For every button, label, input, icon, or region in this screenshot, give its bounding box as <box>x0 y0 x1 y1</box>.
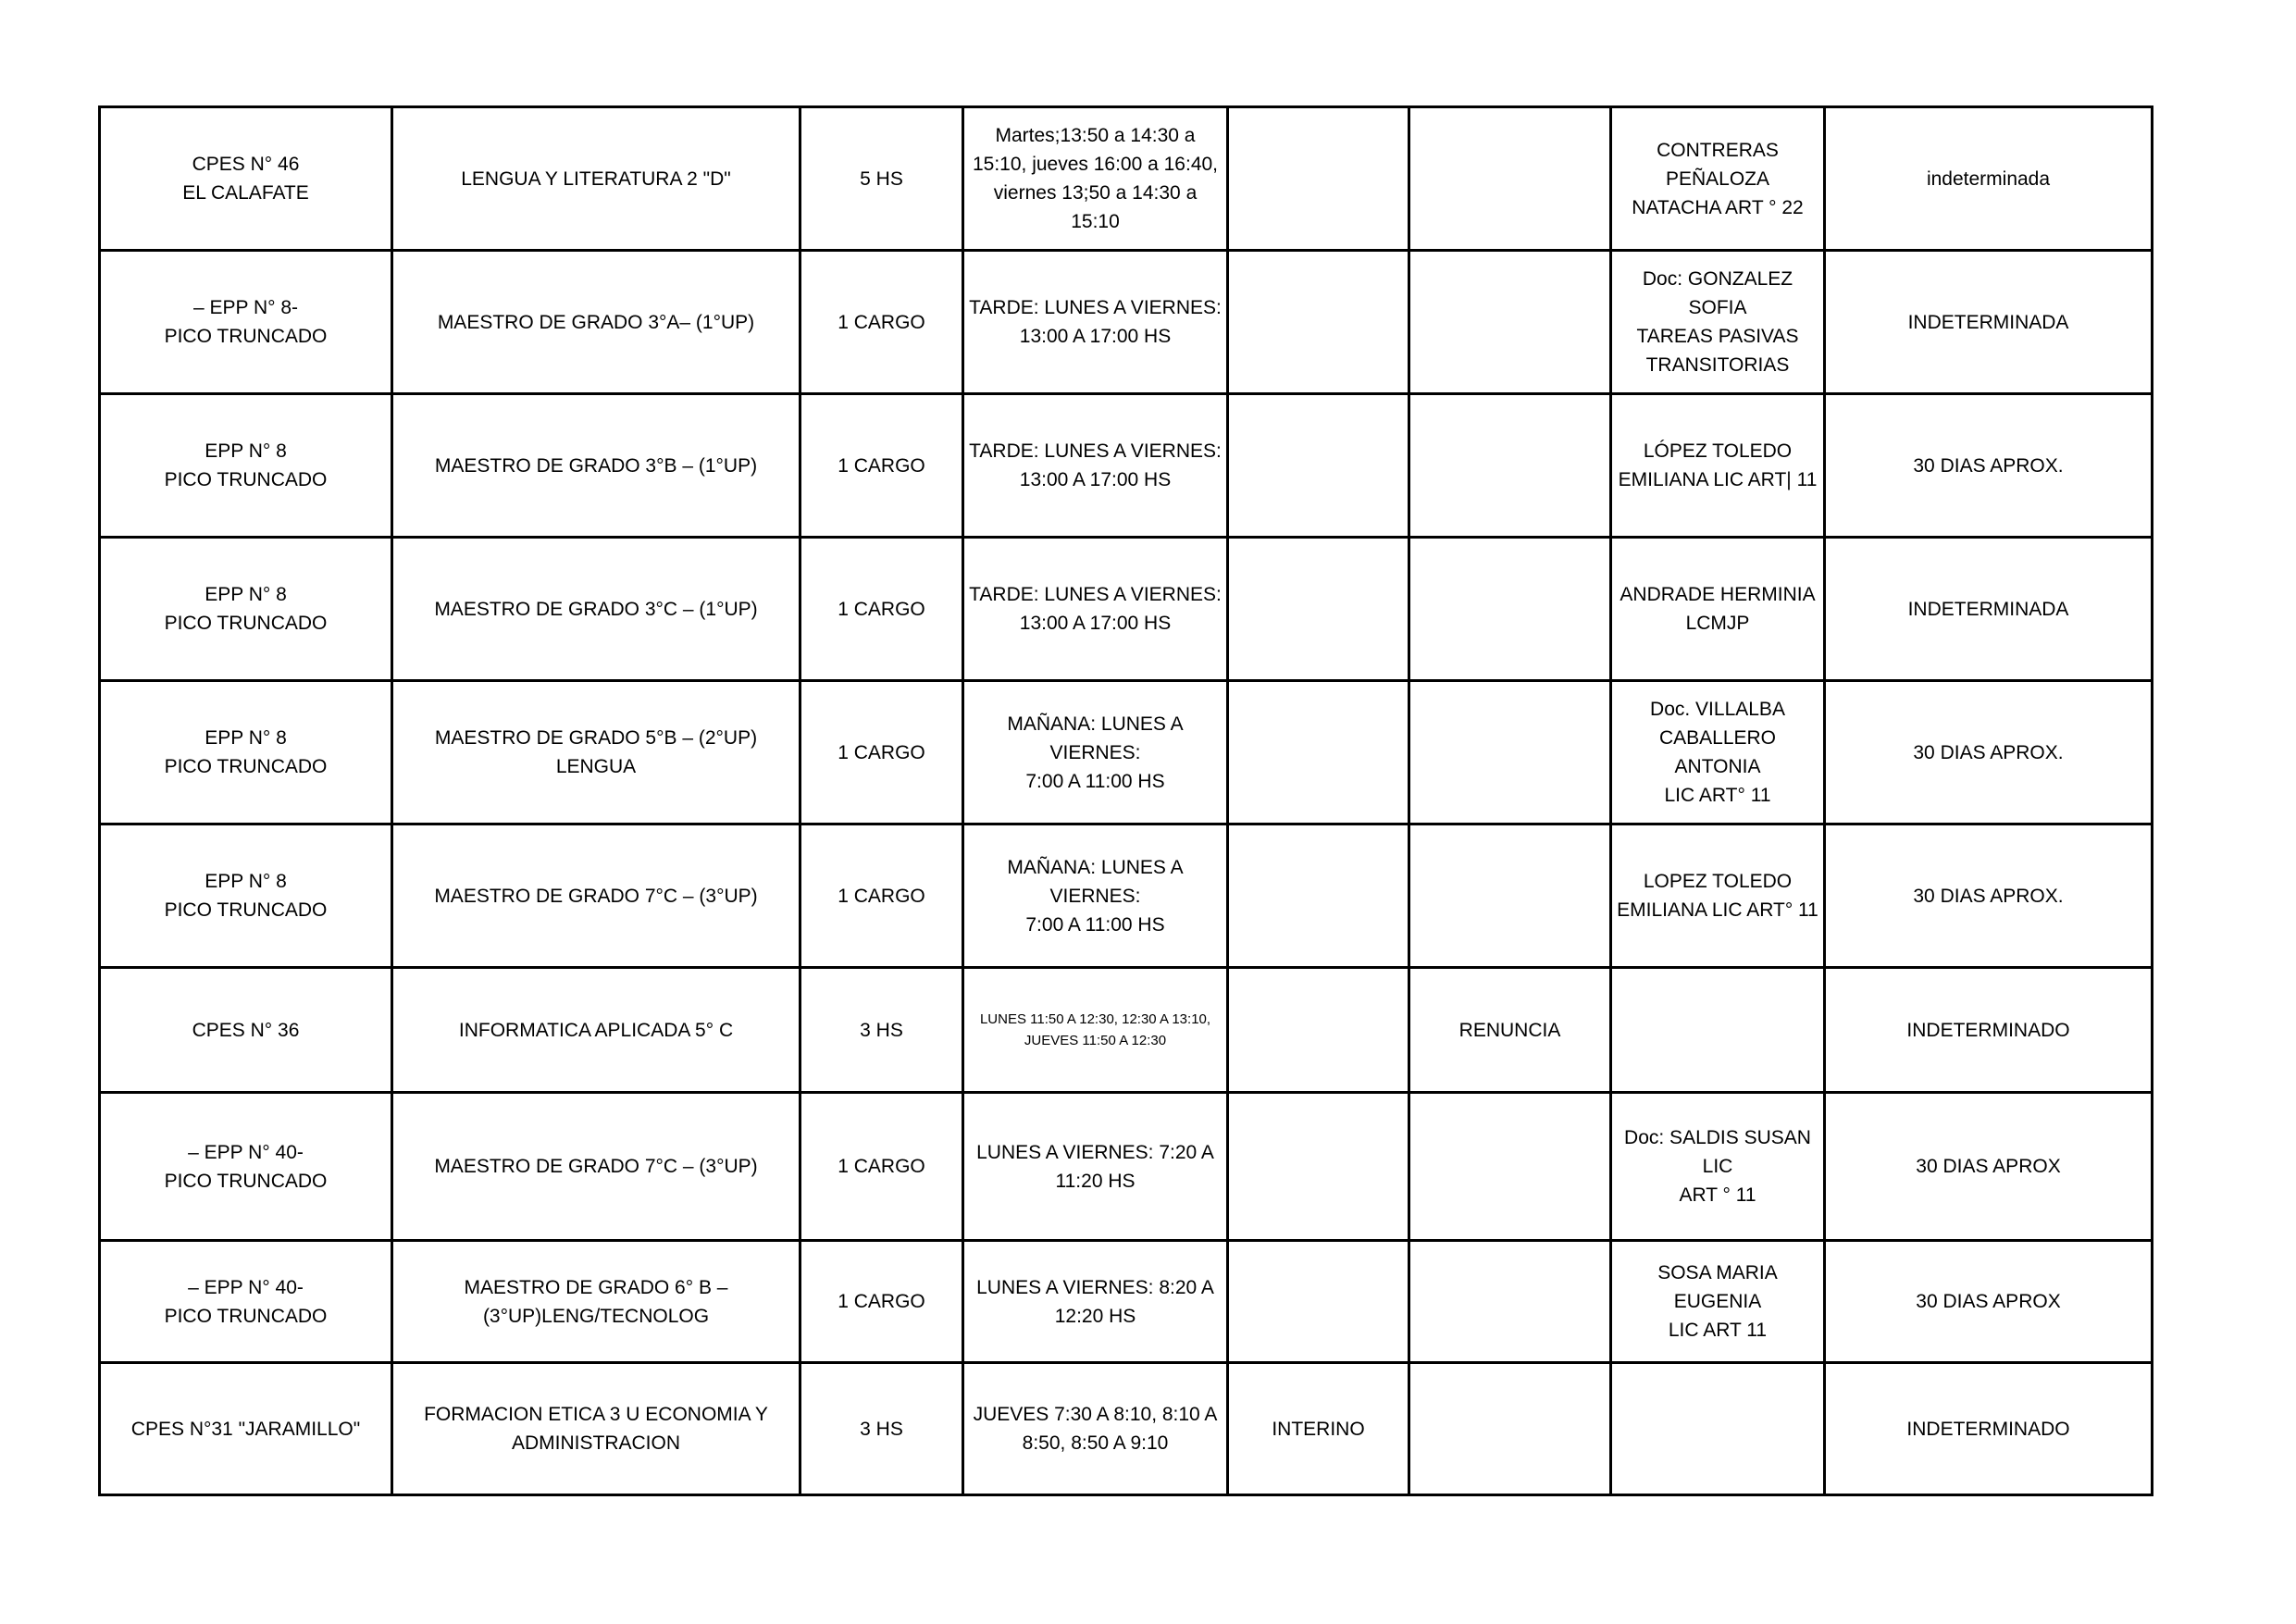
hours-cell: 3 HS <box>800 1363 963 1495</box>
hours-cell: 1 CARGO <box>800 394 963 538</box>
hours-cell: 1 CARGO <box>800 538 963 681</box>
holder-cell: LOPEZ TOLEDO EMILIANA LIC ART° 11 <box>1611 824 1825 968</box>
duration-cell: INDETERMINADO <box>1825 1363 2153 1495</box>
school-cell: – EPP N° 40- PICO TRUNCADO <box>100 1241 392 1363</box>
school-cell: – EPP N° 8- PICO TRUNCADO <box>100 251 392 394</box>
status-cell <box>1228 824 1409 968</box>
table-row <box>100 968 2153 1093</box>
reason-cell <box>1409 1363 1611 1495</box>
status-cell <box>1228 1241 1409 1363</box>
status-cell <box>1228 1093 1409 1241</box>
duration-cell: 30 DIAS APROX <box>1825 1093 2153 1241</box>
schedule-cell: JUEVES 7:30 A 8:10, 8:10 A 8:50, 8:50 A 9:10 <box>963 1363 1228 1495</box>
schedule-cell: Martes;13:50 a 14:30 a 15:10, jueves 16:00 a 16:40, viernes 13;50 a 14:30 a 15:10 <box>963 107 1228 251</box>
status-cell <box>1228 681 1409 824</box>
status-cell <box>1228 394 1409 538</box>
reason-cell <box>1409 824 1611 968</box>
table-row <box>100 251 2153 394</box>
hours-cell: 1 CARGO <box>800 1241 963 1363</box>
schedule-cell: TARDE: LUNES A VIERNES: 13:00 A 17:00 HS <box>963 538 1228 681</box>
vacancy-table <box>98 105 2153 1496</box>
table-row <box>100 1363 2153 1495</box>
table-row <box>100 681 2153 824</box>
reason-cell <box>1409 1241 1611 1363</box>
school-cell: – EPP N° 40- PICO TRUNCADO <box>100 1093 392 1241</box>
status-cell <box>1228 251 1409 394</box>
school-cell: EPP N° 8 PICO TRUNCADO <box>100 681 392 824</box>
schedule-cell: MAÑANA: LUNES A VIERNES: 7:00 A 11:00 HS <box>963 681 1228 824</box>
reason-cell: RENUNCIA <box>1409 968 1611 1093</box>
reason-cell <box>1409 394 1611 538</box>
table-row <box>100 538 2153 681</box>
hours-cell: 3 HS <box>800 968 963 1093</box>
status-cell <box>1228 968 1409 1093</box>
schedule-cell: LUNES A VIERNES: 8:20 A 12:20 HS <box>963 1241 1228 1363</box>
subject-cell: MAESTRO DE GRADO 3°B – (1°UP) <box>392 394 800 538</box>
schedule-cell: TARDE: LUNES A VIERNES: 13:00 A 17:00 HS <box>963 394 1228 538</box>
holder-cell: Doc: GONZALEZ SOFIA TAREAS PASIVAS TRANSITORIAS <box>1611 251 1825 394</box>
subject-cell: LENGUA Y LITERATURA 2 "D" <box>392 107 800 251</box>
school-cell: CPES N° 46 EL CALAFATE <box>100 107 392 251</box>
reason-cell <box>1409 681 1611 824</box>
reason-cell <box>1409 538 1611 681</box>
subject-cell: MAESTRO DE GRADO 7°C – (3°UP) <box>392 1093 800 1241</box>
subject-cell: MAESTRO DE GRADO 7°C – (3°UP) <box>392 824 800 968</box>
duration-cell: INDETERMINADA <box>1825 538 2153 681</box>
table-row <box>100 1241 2153 1363</box>
hours-cell: 1 CARGO <box>800 1093 963 1241</box>
subject-cell: FORMACION ETICA 3 U ECONOMIA Y ADMINISTRACION <box>392 1363 800 1495</box>
schedule-cell: MAÑANA: LUNES A VIERNES: 7:00 A 11:00 HS <box>963 824 1228 968</box>
hours-cell: 1 CARGO <box>800 251 963 394</box>
status-cell <box>1228 538 1409 681</box>
holder-cell <box>1611 1363 1825 1495</box>
subject-cell: MAESTRO DE GRADO 3°C – (1°UP) <box>392 538 800 681</box>
duration-cell: INDETERMINADO <box>1825 968 2153 1093</box>
table-row <box>100 824 2153 968</box>
schedule-cell: LUNES A VIERNES: 7:20 A 11:20 HS <box>963 1093 1228 1241</box>
subject-cell: INFORMATICA APLICADA 5° C <box>392 968 800 1093</box>
holder-cell: Doc: SALDIS SUSAN LIC ART ° 11 <box>1611 1093 1825 1241</box>
schedule-cell: LUNES 11:50 A 12:30, 12:30 A 13:10, JUEVES 11:50 A 12:30 <box>963 968 1228 1093</box>
school-cell: EPP N° 8 PICO TRUNCADO <box>100 824 392 968</box>
hours-cell: 5 HS <box>800 107 963 251</box>
holder-cell: Doc. VILLALBA CABALLERO ANTONIA LIC ART° 11 <box>1611 681 1825 824</box>
subject-cell: MAESTRO DE GRADO 5°B – (2°UP) LENGUA <box>392 681 800 824</box>
subject-cell: MAESTRO DE GRADO 6° B – (3°UP)LENG/TECNOLOG <box>392 1241 800 1363</box>
school-cell: CPES N°31 "JARAMILLO" <box>100 1363 392 1495</box>
schedule-cell: TARDE: LUNES A VIERNES: 13:00 A 17:00 HS <box>963 251 1228 394</box>
duration-cell: indeterminada <box>1825 107 2153 251</box>
reason-cell <box>1409 107 1611 251</box>
table-row <box>100 1093 2153 1241</box>
school-cell: EPP N° 8 PICO TRUNCADO <box>100 538 392 681</box>
status-cell <box>1228 107 1409 251</box>
holder-cell: ANDRADE HERMINIA LCMJP <box>1611 538 1825 681</box>
reason-cell <box>1409 251 1611 394</box>
hours-cell: 1 CARGO <box>800 681 963 824</box>
holder-cell: LÓPEZ TOLEDO EMILIANA LIC ART| 11 <box>1611 394 1825 538</box>
duration-cell: 30 DIAS APROX. <box>1825 824 2153 968</box>
school-cell: CPES N° 36 <box>100 968 392 1093</box>
duration-cell: INDETERMINADA <box>1825 251 2153 394</box>
duration-cell: 30 DIAS APROX. <box>1825 394 2153 538</box>
duration-cell: 30 DIAS APROX. <box>1825 681 2153 824</box>
reason-cell <box>1409 1093 1611 1241</box>
holder-cell: CONTRERAS PEÑALOZA NATACHA ART ° 22 <box>1611 107 1825 251</box>
table-row <box>100 394 2153 538</box>
holder-cell: SOSA MARIA EUGENIA LIC ART 11 <box>1611 1241 1825 1363</box>
duration-cell: 30 DIAS APROX <box>1825 1241 2153 1363</box>
holder-cell <box>1611 968 1825 1093</box>
school-cell: EPP N° 8 PICO TRUNCADO <box>100 394 392 538</box>
status-cell: INTERINO <box>1228 1363 1409 1495</box>
table-row <box>100 107 2153 251</box>
subject-cell: MAESTRO DE GRADO 3°A– (1°UP) <box>392 251 800 394</box>
hours-cell: 1 CARGO <box>800 824 963 968</box>
